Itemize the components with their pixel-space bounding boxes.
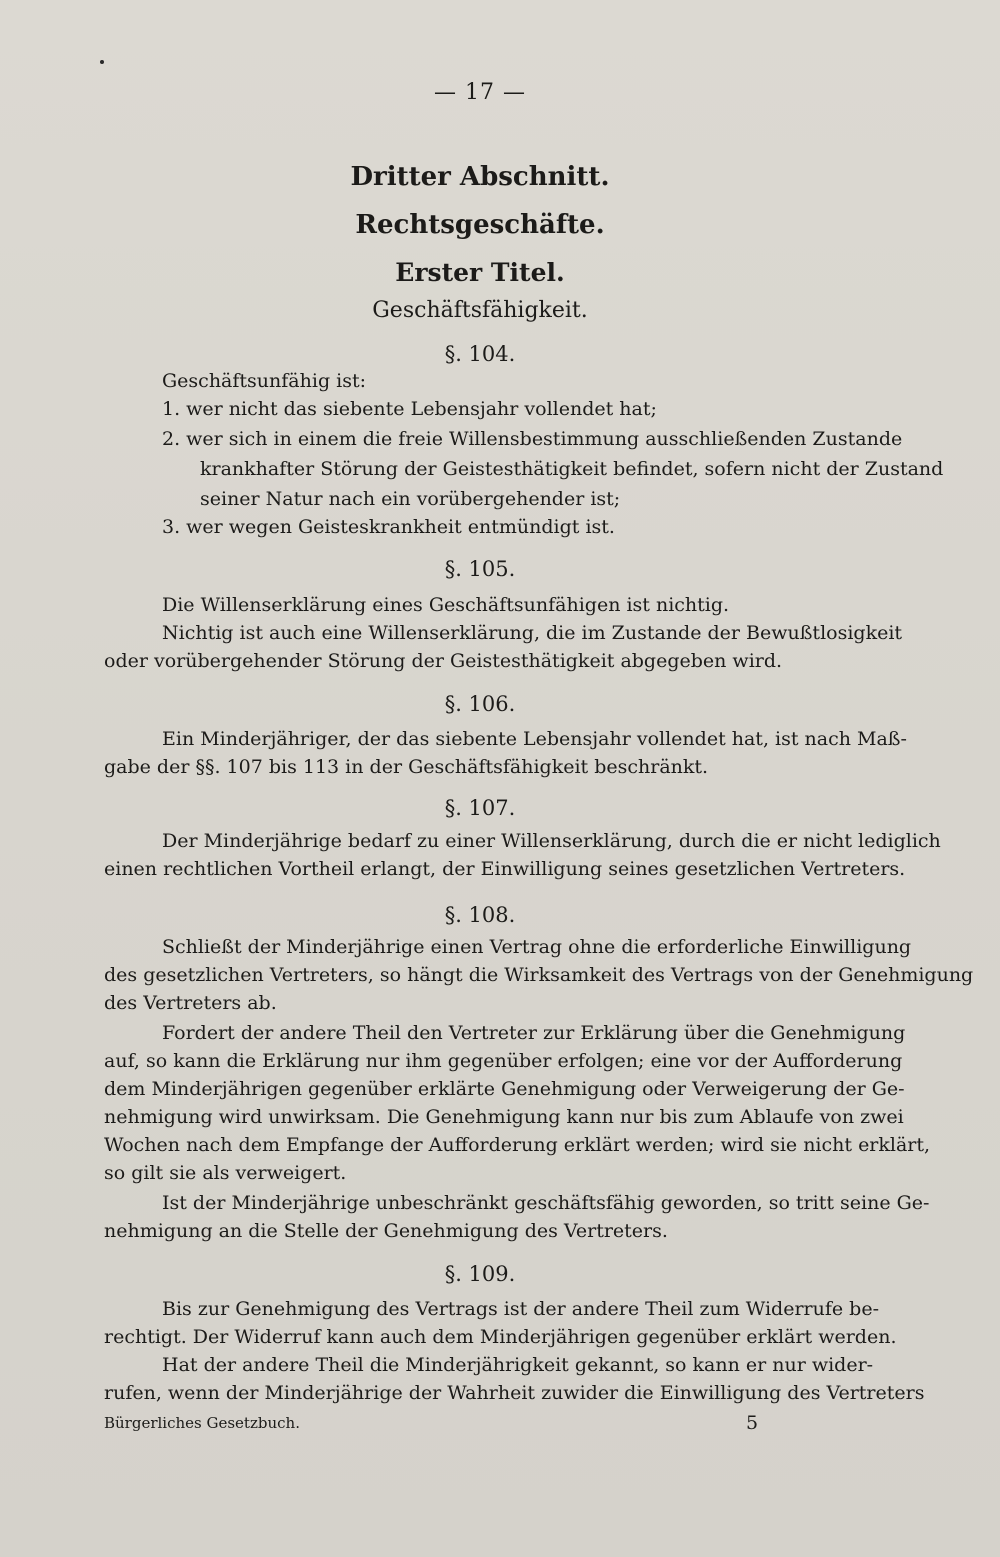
part-heading: Rechtsgeschäfte. xyxy=(355,210,605,240)
paragraph-106-line-2: gabe der §§. 107 bis 113 in der Geschäftsfähigkeit beschränkt. xyxy=(104,756,709,778)
paragraph-108-line-10: Ist der Minderjährige unbeschränkt geschäftsfähig geworden, so tritt seine Ge- xyxy=(162,1192,930,1214)
paragraph-108-line-3: des Vertreters ab. xyxy=(104,992,277,1014)
footer-book-title: Bürgerliches Gesetzbuch. xyxy=(104,1414,300,1432)
paragraph-104-item-3: 3. wer wegen Geisteskrankheit entmündigt ist. xyxy=(162,516,615,538)
paragraph-number-109: §. 109. xyxy=(444,1262,516,1286)
section-heading: Dritter Abschnitt. xyxy=(350,162,610,192)
paragraph-109-line-2: rechtigt. Der Widerruf kann auch dem Minderjährigen gegenüber erklärt werden. xyxy=(104,1326,897,1348)
title-heading: Erster Titel. xyxy=(395,258,565,287)
paragraph-105-line-3: oder vorübergehender Störung der Geistesthätigkeit abgegeben wird. xyxy=(104,650,783,672)
ink-speck xyxy=(100,60,104,64)
paragraph-107-line-1: Der Minderjährige bedarf zu einer Willenserklärung, durch die er nicht lediglich xyxy=(162,830,941,852)
paragraph-108-line-2: des gesetzlichen Vertreters, so hängt die Wirksamkeit des Vertrags von der Genehmigung xyxy=(104,964,974,986)
paragraph-106-line-1: Ein Minderjähriger, der das siebente Lebensjahr vollendet hat, ist nach Maß- xyxy=(162,728,907,750)
paragraph-108-line-6: dem Minderjährigen gegenüber erklärte Genehmigung oder Verweigerung der Ge- xyxy=(104,1078,905,1100)
paragraph-number-105: §. 105. xyxy=(444,557,516,581)
paragraph-104-item-2-line-1: 2. wer sich in einem die freie Willensbestimmung ausschließenden Zustande xyxy=(162,428,903,450)
paragraph-109-line-1: Bis zur Genehmigung des Vertrags ist der andere Theil zum Widerrufe be- xyxy=(162,1298,880,1320)
paragraph-104-item-2-line-3: seiner Natur nach ein vorübergehender ist; xyxy=(200,488,621,510)
subtitle-heading: Geschäftsfähigkeit. xyxy=(372,298,588,323)
paragraph-108-line-11: nehmigung an die Stelle der Genehmigung des Vertreters. xyxy=(104,1220,668,1242)
paragraph-107-line-2: einen rechtlichen Vortheil erlangt, der Einwilligung seines gesetzlichen Vertreters. xyxy=(104,858,906,880)
paragraph-104-item-2-line-2: krankhafter Störung der Geistesthätigkeit befindet, sofern nicht der Zustand xyxy=(200,458,944,480)
paragraph-108-line-4: Fordert der andere Theil den Vertreter zur Erklärung über die Genehmigung xyxy=(162,1022,906,1044)
footer-signature-number: 5 xyxy=(746,1412,759,1434)
paragraph-108-line-7: nehmigung wird unwirksam. Die Genehmigung kann nur bis zum Ablaufe von zwei xyxy=(104,1106,904,1128)
paragraph-108-line-9: so gilt sie als verweigert. xyxy=(104,1162,347,1184)
paragraph-105-line-2: Nichtig ist auch eine Willenserklärung, die im Zustande der Bewußtlosigkeit xyxy=(162,622,903,644)
page-number: — 17 — xyxy=(434,80,526,105)
paragraph-108-line-5: auf, so kann die Erklärung nur ihm gegenüber erfolgen; eine vor der Aufforderung xyxy=(104,1050,903,1072)
paragraph-108-line-1: Schließt der Minderjährige einen Vertrag ohne die erforderliche Einwilligung xyxy=(162,936,912,958)
paragraph-109-line-4: rufen, wenn der Minderjährige der Wahrheit zuwider die Einwilligung des Vertreters xyxy=(104,1382,925,1404)
paragraph-104-item-1: 1. wer nicht das siebente Lebensjahr vollendet hat; xyxy=(162,398,657,420)
paragraph-108-line-8: Wochen nach dem Empfange der Aufforderung erklärt werden; wird sie nicht erklärt, xyxy=(104,1134,931,1156)
paragraph-105-line-1: Die Willenserklärung eines Geschäftsunfähigen ist nichtig. xyxy=(162,594,730,616)
paragraph-number-108: §. 108. xyxy=(444,903,516,927)
paragraph-number-107: §. 107. xyxy=(444,796,516,820)
paragraph-number-104: §. 104. xyxy=(444,342,516,366)
paragraph-number-106: §. 106. xyxy=(444,692,516,716)
paragraph-104-intro: Geschäftsunfähig ist: xyxy=(162,370,367,392)
paragraph-109-line-3: Hat der andere Theil die Minderjährigkeit gekannt, so kann er nur wider- xyxy=(162,1354,874,1376)
